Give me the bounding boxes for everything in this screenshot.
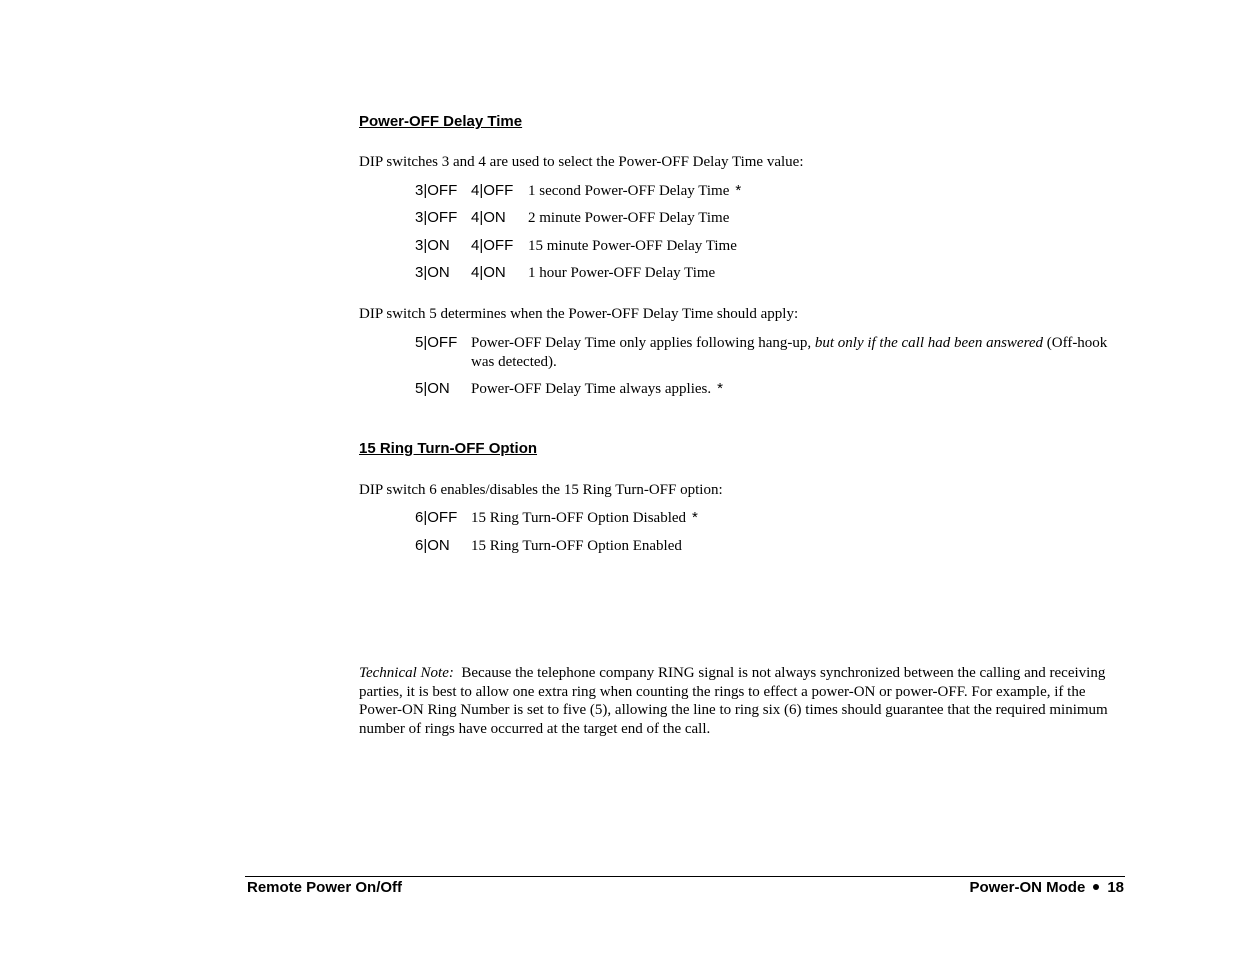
switch-label: 4|ON bbox=[471, 264, 506, 281]
paragraph-dip-3-4-intro: DIP switches 3 and 4 are used to select the Power-OFF Delay Time value: bbox=[359, 154, 804, 170]
default-marker: * bbox=[692, 509, 698, 526]
switch-label: 6|ON bbox=[415, 537, 450, 554]
switch-label: 4|OFF bbox=[471, 237, 514, 254]
switch-label: 5|OFF bbox=[415, 334, 458, 351]
option-description: 15 Ring Turn-OFF Option Disabled bbox=[471, 510, 687, 526]
option-description: 15 minute Power-OFF Delay Time bbox=[528, 238, 737, 254]
footer-left-title: Remote Power On/Off bbox=[247, 879, 403, 896]
option-description: Power-OFF Delay Time always applies. bbox=[471, 381, 712, 397]
technical-note-text: Because the telephone company RING signal is not always synchronized between the calling and receiving parties, it is best to allow one extra ring when counting the rings to effect a power-ON or power-OFF. For example, if the Power-ON Ring Number is set to five (5), allowing the line to ring six (6) times should guarantee that the required minimum number of rings have occurred at the target end of the call. bbox=[359, 665, 1108, 737]
switch-label: 3|ON bbox=[415, 237, 450, 254]
default-marker: * bbox=[717, 380, 723, 397]
description-emphasis: but only if the call had been answered bbox=[814, 335, 1044, 351]
paragraph-dip-5-intro: DIP switch 5 determines when the Power-OFF Delay Time should apply: bbox=[359, 306, 799, 322]
footer-right bbox=[969, 879, 1124, 896]
page-number: 18 bbox=[1107, 879, 1124, 896]
switch-label: 6|OFF bbox=[415, 509, 458, 526]
section-heading-power-off-delay: Power-OFF Delay Time bbox=[359, 113, 523, 130]
option-description: 15 Ring Turn-OFF Option Enabled bbox=[471, 538, 682, 554]
switch-label: 3|OFF bbox=[415, 182, 458, 199]
technical-note bbox=[359, 664, 1129, 738]
switch-label: 4|ON bbox=[471, 209, 506, 226]
description-text: Power-OFF Delay Time only applies following hang-up, bbox=[471, 335, 815, 351]
option-description: 1 second Power-OFF Delay Time bbox=[528, 183, 730, 199]
option-description: 2 minute Power-OFF Delay Time bbox=[528, 210, 730, 226]
bullet-icon bbox=[1093, 884, 1099, 890]
switch-label: 5|ON bbox=[415, 380, 450, 397]
option-description bbox=[471, 334, 1111, 372]
footer-divider bbox=[245, 876, 1125, 877]
switch-label: 4|OFF bbox=[471, 182, 514, 199]
paragraph-dip-6-intro: DIP switch 6 enables/disables the 15 Ring Turn-OFF option: bbox=[359, 482, 723, 498]
description-text: (Off-hook was detected). bbox=[471, 335, 1108, 370]
section-heading-15-ring: 15 Ring Turn-OFF Option bbox=[359, 440, 538, 457]
switch-label: 3|OFF bbox=[415, 209, 458, 226]
option-description: 1 hour Power-OFF Delay Time bbox=[528, 265, 716, 281]
default-marker: * bbox=[735, 182, 742, 199]
switch-label: 3|ON bbox=[415, 264, 450, 281]
technical-note-label: Technical Note: bbox=[359, 665, 454, 681]
footer-section-title: Power-ON Mode bbox=[969, 879, 1086, 896]
